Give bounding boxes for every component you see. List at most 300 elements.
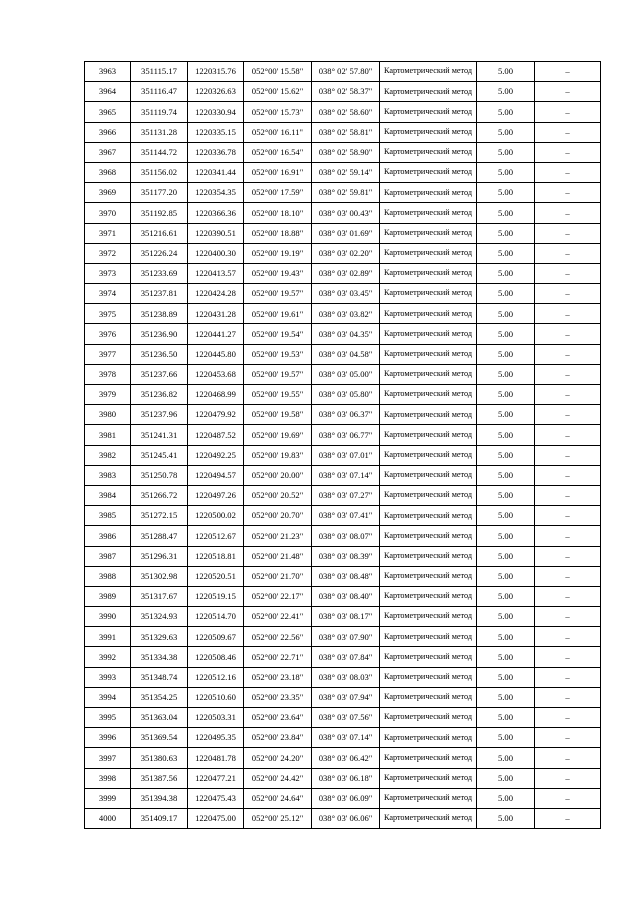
description-cell: –	[535, 62, 601, 82]
description-cell: –	[535, 263, 601, 283]
x-coordinate-cell: 351409.17	[131, 808, 188, 828]
longitude-cell: 038° 03' 08.03"	[312, 667, 380, 687]
method-cell: Картометрический метод	[380, 183, 477, 203]
longitude-cell: 038° 02' 59.81"	[312, 183, 380, 203]
x-coordinate-cell: 351238.89	[131, 304, 188, 324]
description-cell: –	[535, 203, 601, 223]
y-coordinate-cell: 1220431.28	[188, 304, 244, 324]
longitude-cell: 038° 03' 08.07"	[312, 526, 380, 546]
table-row	[85, 607, 601, 627]
y-coordinate-cell: 1220512.16	[188, 667, 244, 687]
method-cell: Картометрический метод	[380, 304, 477, 324]
accuracy-cell: 5.00	[477, 364, 535, 384]
longitude-cell: 038° 03' 06.06"	[312, 808, 380, 828]
method-cell: Картометрический метод	[380, 385, 477, 405]
table-row	[85, 304, 601, 324]
table-row	[85, 344, 601, 364]
longitude-cell: 038° 02' 58.37"	[312, 82, 380, 102]
longitude-cell: 038° 03' 06.09"	[312, 788, 380, 808]
point-number-cell: 3965	[85, 102, 131, 122]
accuracy-cell: 5.00	[477, 142, 535, 162]
table-row	[85, 183, 601, 203]
accuracy-cell: 5.00	[477, 768, 535, 788]
longitude-cell: 038° 03' 03.45"	[312, 284, 380, 304]
latitude-cell: 052°00' 19.57"	[244, 364, 312, 384]
table-row	[85, 586, 601, 606]
table-row	[85, 102, 601, 122]
latitude-cell: 052°00' 15.62"	[244, 82, 312, 102]
accuracy-cell: 5.00	[477, 566, 535, 586]
method-cell: Картометрический метод	[380, 284, 477, 304]
point-number-cell: 3968	[85, 162, 131, 182]
method-cell: Картометрический метод	[380, 607, 477, 627]
description-cell: –	[535, 748, 601, 768]
y-coordinate-cell: 1220518.81	[188, 546, 244, 566]
point-number-cell: 3975	[85, 304, 131, 324]
accuracy-cell: 5.00	[477, 162, 535, 182]
y-coordinate-cell: 1220510.60	[188, 687, 244, 707]
x-coordinate-cell: 351233.69	[131, 263, 188, 283]
x-coordinate-cell: 351116.47	[131, 82, 188, 102]
accuracy-cell: 5.00	[477, 687, 535, 707]
longitude-cell: 038° 02' 59.14"	[312, 162, 380, 182]
point-number-cell: 3993	[85, 667, 131, 687]
y-coordinate-cell: 1220341.44	[188, 162, 244, 182]
table-row	[85, 627, 601, 647]
y-coordinate-cell: 1220413.57	[188, 263, 244, 283]
latitude-cell: 052°00' 22.17"	[244, 586, 312, 606]
table-row	[85, 647, 601, 667]
method-cell: Картометрический метод	[380, 344, 477, 364]
description-cell: –	[535, 506, 601, 526]
point-number-cell: 3966	[85, 122, 131, 142]
y-coordinate-cell: 1220520.51	[188, 566, 244, 586]
longitude-cell: 038° 02' 58.60"	[312, 102, 380, 122]
description-cell: –	[535, 82, 601, 102]
table-row	[85, 788, 601, 808]
accuracy-cell: 5.00	[477, 586, 535, 606]
method-cell: Картометрический метод	[380, 62, 477, 82]
longitude-cell: 038° 03' 07.41"	[312, 506, 380, 526]
y-coordinate-cell: 1220445.80	[188, 344, 244, 364]
latitude-cell: 052°00' 21.23"	[244, 526, 312, 546]
accuracy-cell: 5.00	[477, 465, 535, 485]
method-cell: Картометрический метод	[380, 203, 477, 223]
description-cell: –	[535, 243, 601, 263]
table-row	[85, 708, 601, 728]
point-number-cell: 3990	[85, 607, 131, 627]
method-cell: Картометрический метод	[380, 223, 477, 243]
longitude-cell: 038° 03' 07.01"	[312, 445, 380, 465]
y-coordinate-cell: 1220477.21	[188, 768, 244, 788]
table-row	[85, 425, 601, 445]
y-coordinate-cell: 1220400.30	[188, 243, 244, 263]
description-cell: –	[535, 223, 601, 243]
latitude-cell: 052°00' 23.35"	[244, 687, 312, 707]
accuracy-cell: 5.00	[477, 203, 535, 223]
point-number-cell: 3980	[85, 405, 131, 425]
longitude-cell: 038° 03' 08.39"	[312, 546, 380, 566]
longitude-cell: 038° 03' 06.18"	[312, 768, 380, 788]
method-cell: Картометрический метод	[380, 708, 477, 728]
method-cell: Картометрический метод	[380, 788, 477, 808]
table-row	[85, 465, 601, 485]
table-row	[85, 687, 601, 707]
longitude-cell: 038° 03' 07.14"	[312, 465, 380, 485]
method-cell: Картометрический метод	[380, 122, 477, 142]
latitude-cell: 052°00' 19.54"	[244, 324, 312, 344]
point-number-cell: 3994	[85, 687, 131, 707]
accuracy-cell: 5.00	[477, 385, 535, 405]
method-cell: Картометрический метод	[380, 82, 477, 102]
table-row	[85, 768, 601, 788]
longitude-cell: 038° 03' 07.56"	[312, 708, 380, 728]
latitude-cell: 052°00' 15.58"	[244, 62, 312, 82]
table-row	[85, 324, 601, 344]
point-number-cell: 3984	[85, 485, 131, 505]
method-cell: Картометрический метод	[380, 546, 477, 566]
coordinates-table	[84, 61, 601, 829]
point-number-cell: 3977	[85, 344, 131, 364]
point-number-cell: 3964	[85, 82, 131, 102]
point-number-cell: 3972	[85, 243, 131, 263]
latitude-cell: 052°00' 18.88"	[244, 223, 312, 243]
y-coordinate-cell: 1220512.67	[188, 526, 244, 546]
y-coordinate-cell: 1220475.43	[188, 788, 244, 808]
table-row	[85, 243, 601, 263]
latitude-cell: 052°00' 15.73"	[244, 102, 312, 122]
latitude-cell: 052°00' 23.18"	[244, 667, 312, 687]
latitude-cell: 052°00' 22.71"	[244, 647, 312, 667]
point-number-cell: 3970	[85, 203, 131, 223]
accuracy-cell: 5.00	[477, 102, 535, 122]
description-cell: –	[535, 708, 601, 728]
method-cell: Картометрический метод	[380, 768, 477, 788]
y-coordinate-cell: 1220497.26	[188, 485, 244, 505]
x-coordinate-cell: 351241.31	[131, 425, 188, 445]
latitude-cell: 052°00' 18.10"	[244, 203, 312, 223]
accuracy-cell: 5.00	[477, 425, 535, 445]
point-number-cell: 3997	[85, 748, 131, 768]
description-cell: –	[535, 122, 601, 142]
point-number-cell: 3987	[85, 546, 131, 566]
x-coordinate-cell: 351236.82	[131, 385, 188, 405]
x-coordinate-cell: 351144.72	[131, 142, 188, 162]
latitude-cell: 052°00' 19.55"	[244, 385, 312, 405]
accuracy-cell: 5.00	[477, 788, 535, 808]
y-coordinate-cell: 1220514.70	[188, 607, 244, 627]
description-cell: –	[535, 607, 601, 627]
point-number-cell: 3995	[85, 708, 131, 728]
x-coordinate-cell: 351302.98	[131, 566, 188, 586]
table-row	[85, 385, 601, 405]
x-coordinate-cell: 351380.63	[131, 748, 188, 768]
y-coordinate-cell: 1220495.35	[188, 728, 244, 748]
method-cell: Картометрический метод	[380, 687, 477, 707]
coordinates-table-body	[85, 62, 601, 829]
x-coordinate-cell: 351177.20	[131, 183, 188, 203]
x-coordinate-cell: 351394.38	[131, 788, 188, 808]
accuracy-cell: 5.00	[477, 284, 535, 304]
accuracy-cell: 5.00	[477, 344, 535, 364]
description-cell: –	[535, 102, 601, 122]
method-cell: Картометрический метод	[380, 627, 477, 647]
latitude-cell: 052°00' 19.43"	[244, 263, 312, 283]
accuracy-cell: 5.00	[477, 607, 535, 627]
table-row	[85, 748, 601, 768]
method-cell: Картометрический метод	[380, 506, 477, 526]
accuracy-cell: 5.00	[477, 506, 535, 526]
x-coordinate-cell: 351354.25	[131, 687, 188, 707]
x-coordinate-cell: 351250.78	[131, 465, 188, 485]
x-coordinate-cell: 351226.24	[131, 243, 188, 263]
description-cell: –	[535, 566, 601, 586]
latitude-cell: 052°00' 24.20"	[244, 748, 312, 768]
point-number-cell: 3978	[85, 364, 131, 384]
longitude-cell: 038° 03' 06.77"	[312, 425, 380, 445]
latitude-cell: 052°00' 19.69"	[244, 425, 312, 445]
y-coordinate-cell: 1220326.63	[188, 82, 244, 102]
x-coordinate-cell: 351236.50	[131, 344, 188, 364]
y-coordinate-cell: 1220503.31	[188, 708, 244, 728]
longitude-cell: 038° 03' 07.14"	[312, 728, 380, 748]
table-row	[85, 203, 601, 223]
latitude-cell: 052°00' 20.70"	[244, 506, 312, 526]
method-cell: Картометрический метод	[380, 526, 477, 546]
method-cell: Картометрический метод	[380, 243, 477, 263]
accuracy-cell: 5.00	[477, 405, 535, 425]
description-cell: –	[535, 687, 601, 707]
table-row	[85, 485, 601, 505]
table-row	[85, 263, 601, 283]
description-cell: –	[535, 405, 601, 425]
description-cell: –	[535, 627, 601, 647]
latitude-cell: 052°00' 19.61"	[244, 304, 312, 324]
y-coordinate-cell: 1220500.02	[188, 506, 244, 526]
table-row	[85, 566, 601, 586]
accuracy-cell: 5.00	[477, 82, 535, 102]
point-number-cell: 3985	[85, 506, 131, 526]
longitude-cell: 038° 03' 04.58"	[312, 344, 380, 364]
description-cell: –	[535, 768, 601, 788]
accuracy-cell: 5.00	[477, 647, 535, 667]
method-cell: Картометрический метод	[380, 324, 477, 344]
accuracy-cell: 5.00	[477, 62, 535, 82]
longitude-cell: 038° 03' 07.84"	[312, 647, 380, 667]
description-cell: –	[535, 546, 601, 566]
x-coordinate-cell: 351369.54	[131, 728, 188, 748]
method-cell: Картометрический метод	[380, 728, 477, 748]
table-row	[85, 546, 601, 566]
longitude-cell: 038° 03' 07.90"	[312, 627, 380, 647]
longitude-cell: 038° 03' 05.80"	[312, 385, 380, 405]
longitude-cell: 038° 03' 04.35"	[312, 324, 380, 344]
point-number-cell: 3971	[85, 223, 131, 243]
accuracy-cell: 5.00	[477, 708, 535, 728]
x-coordinate-cell: 351266.72	[131, 485, 188, 505]
x-coordinate-cell: 351237.96	[131, 405, 188, 425]
x-coordinate-cell: 351119.74	[131, 102, 188, 122]
latitude-cell: 052°00' 24.64"	[244, 788, 312, 808]
description-cell: –	[535, 284, 601, 304]
method-cell: Картометрический метод	[380, 405, 477, 425]
description-cell: –	[535, 304, 601, 324]
x-coordinate-cell: 351334.38	[131, 647, 188, 667]
table-row	[85, 445, 601, 465]
description-cell: –	[535, 425, 601, 445]
method-cell: Картометрический метод	[380, 142, 477, 162]
description-cell: –	[535, 465, 601, 485]
point-number-cell: 4000	[85, 808, 131, 828]
point-number-cell: 3973	[85, 263, 131, 283]
y-coordinate-cell: 1220354.35	[188, 183, 244, 203]
x-coordinate-cell: 351363.04	[131, 708, 188, 728]
x-coordinate-cell: 351156.02	[131, 162, 188, 182]
description-cell: –	[535, 647, 601, 667]
method-cell: Картометрический метод	[380, 667, 477, 687]
accuracy-cell: 5.00	[477, 485, 535, 505]
x-coordinate-cell: 351245.41	[131, 445, 188, 465]
x-coordinate-cell: 351115.17	[131, 62, 188, 82]
latitude-cell: 052°00' 25.12"	[244, 808, 312, 828]
description-cell: –	[535, 586, 601, 606]
y-coordinate-cell: 1220336.78	[188, 142, 244, 162]
method-cell: Картометрический метод	[380, 485, 477, 505]
latitude-cell: 052°00' 23.64"	[244, 708, 312, 728]
description-cell: –	[535, 162, 601, 182]
accuracy-cell: 5.00	[477, 223, 535, 243]
x-coordinate-cell: 351192.85	[131, 203, 188, 223]
method-cell: Картометрический метод	[380, 263, 477, 283]
description-cell: –	[535, 808, 601, 828]
description-cell: –	[535, 788, 601, 808]
longitude-cell: 038° 03' 06.37"	[312, 405, 380, 425]
table-row	[85, 405, 601, 425]
description-cell: –	[535, 445, 601, 465]
x-coordinate-cell: 351348.74	[131, 667, 188, 687]
longitude-cell: 038° 03' 06.42"	[312, 748, 380, 768]
table-row	[85, 506, 601, 526]
method-cell: Картометрический метод	[380, 566, 477, 586]
latitude-cell: 052°00' 19.58"	[244, 405, 312, 425]
latitude-cell: 052°00' 21.70"	[244, 566, 312, 586]
latitude-cell: 052°00' 22.56"	[244, 627, 312, 647]
longitude-cell: 038° 03' 07.27"	[312, 485, 380, 505]
point-number-cell: 3996	[85, 728, 131, 748]
x-coordinate-cell: 351237.81	[131, 284, 188, 304]
longitude-cell: 038° 02' 57.80"	[312, 62, 380, 82]
point-number-cell: 3986	[85, 526, 131, 546]
description-cell: –	[535, 667, 601, 687]
method-cell: Картометрический метод	[380, 445, 477, 465]
x-coordinate-cell: 351237.66	[131, 364, 188, 384]
x-coordinate-cell: 351216.61	[131, 223, 188, 243]
latitude-cell: 052°00' 17.59"	[244, 183, 312, 203]
longitude-cell: 038° 03' 07.94"	[312, 687, 380, 707]
description-cell: –	[535, 485, 601, 505]
longitude-cell: 038° 02' 58.90"	[312, 142, 380, 162]
table-row	[85, 162, 601, 182]
point-number-cell: 3998	[85, 768, 131, 788]
latitude-cell: 052°00' 16.54"	[244, 142, 312, 162]
y-coordinate-cell: 1220509.67	[188, 627, 244, 647]
y-coordinate-cell: 1220330.94	[188, 102, 244, 122]
accuracy-cell: 5.00	[477, 808, 535, 828]
x-coordinate-cell: 351317.67	[131, 586, 188, 606]
latitude-cell: 052°00' 23.84"	[244, 728, 312, 748]
longitude-cell: 038° 03' 08.48"	[312, 566, 380, 586]
longitude-cell: 038° 03' 00.43"	[312, 203, 380, 223]
point-number-cell: 3982	[85, 445, 131, 465]
y-coordinate-cell: 1220487.52	[188, 425, 244, 445]
latitude-cell: 052°00' 19.53"	[244, 344, 312, 364]
latitude-cell: 052°00' 24.42"	[244, 768, 312, 788]
table-row	[85, 82, 601, 102]
point-number-cell: 3969	[85, 183, 131, 203]
longitude-cell: 038° 03' 02.89"	[312, 263, 380, 283]
table-row	[85, 122, 601, 142]
accuracy-cell: 5.00	[477, 263, 535, 283]
y-coordinate-cell: 1220468.99	[188, 385, 244, 405]
accuracy-cell: 5.00	[477, 667, 535, 687]
x-coordinate-cell: 351296.31	[131, 546, 188, 566]
y-coordinate-cell: 1220479.92	[188, 405, 244, 425]
method-cell: Картометрический метод	[380, 586, 477, 606]
accuracy-cell: 5.00	[477, 728, 535, 748]
point-number-cell: 3979	[85, 385, 131, 405]
accuracy-cell: 5.00	[477, 748, 535, 768]
y-coordinate-cell: 1220508.46	[188, 647, 244, 667]
longitude-cell: 038° 03' 03.82"	[312, 304, 380, 324]
y-coordinate-cell: 1220424.28	[188, 284, 244, 304]
point-number-cell: 3999	[85, 788, 131, 808]
y-coordinate-cell: 1220519.15	[188, 586, 244, 606]
point-number-cell: 3989	[85, 586, 131, 606]
longitude-cell: 038° 03' 05.00"	[312, 364, 380, 384]
table-row	[85, 223, 601, 243]
latitude-cell: 052°00' 19.57"	[244, 284, 312, 304]
x-coordinate-cell: 351329.63	[131, 627, 188, 647]
latitude-cell: 052°00' 16.91"	[244, 162, 312, 182]
method-cell: Картометрический метод	[380, 102, 477, 122]
point-number-cell: 3974	[85, 284, 131, 304]
description-cell: –	[535, 142, 601, 162]
description-cell: –	[535, 385, 601, 405]
y-coordinate-cell: 1220366.36	[188, 203, 244, 223]
description-cell: –	[535, 324, 601, 344]
accuracy-cell: 5.00	[477, 243, 535, 263]
accuracy-cell: 5.00	[477, 445, 535, 465]
method-cell: Картометрический метод	[380, 425, 477, 445]
method-cell: Картометрический метод	[380, 647, 477, 667]
accuracy-cell: 5.00	[477, 324, 535, 344]
y-coordinate-cell: 1220453.68	[188, 364, 244, 384]
table-row	[85, 728, 601, 748]
method-cell: Картометрический метод	[380, 808, 477, 828]
longitude-cell: 038° 03' 08.17"	[312, 607, 380, 627]
longitude-cell: 038° 03' 08.40"	[312, 586, 380, 606]
x-coordinate-cell: 351324.93	[131, 607, 188, 627]
y-coordinate-cell: 1220390.51	[188, 223, 244, 243]
longitude-cell: 038° 03' 01.69"	[312, 223, 380, 243]
y-coordinate-cell: 1220492.25	[188, 445, 244, 465]
point-number-cell: 3963	[85, 62, 131, 82]
description-cell: –	[535, 526, 601, 546]
table-row	[85, 364, 601, 384]
accuracy-cell: 5.00	[477, 627, 535, 647]
method-cell: Картометрический метод	[380, 162, 477, 182]
method-cell: Картометрический метод	[380, 465, 477, 485]
